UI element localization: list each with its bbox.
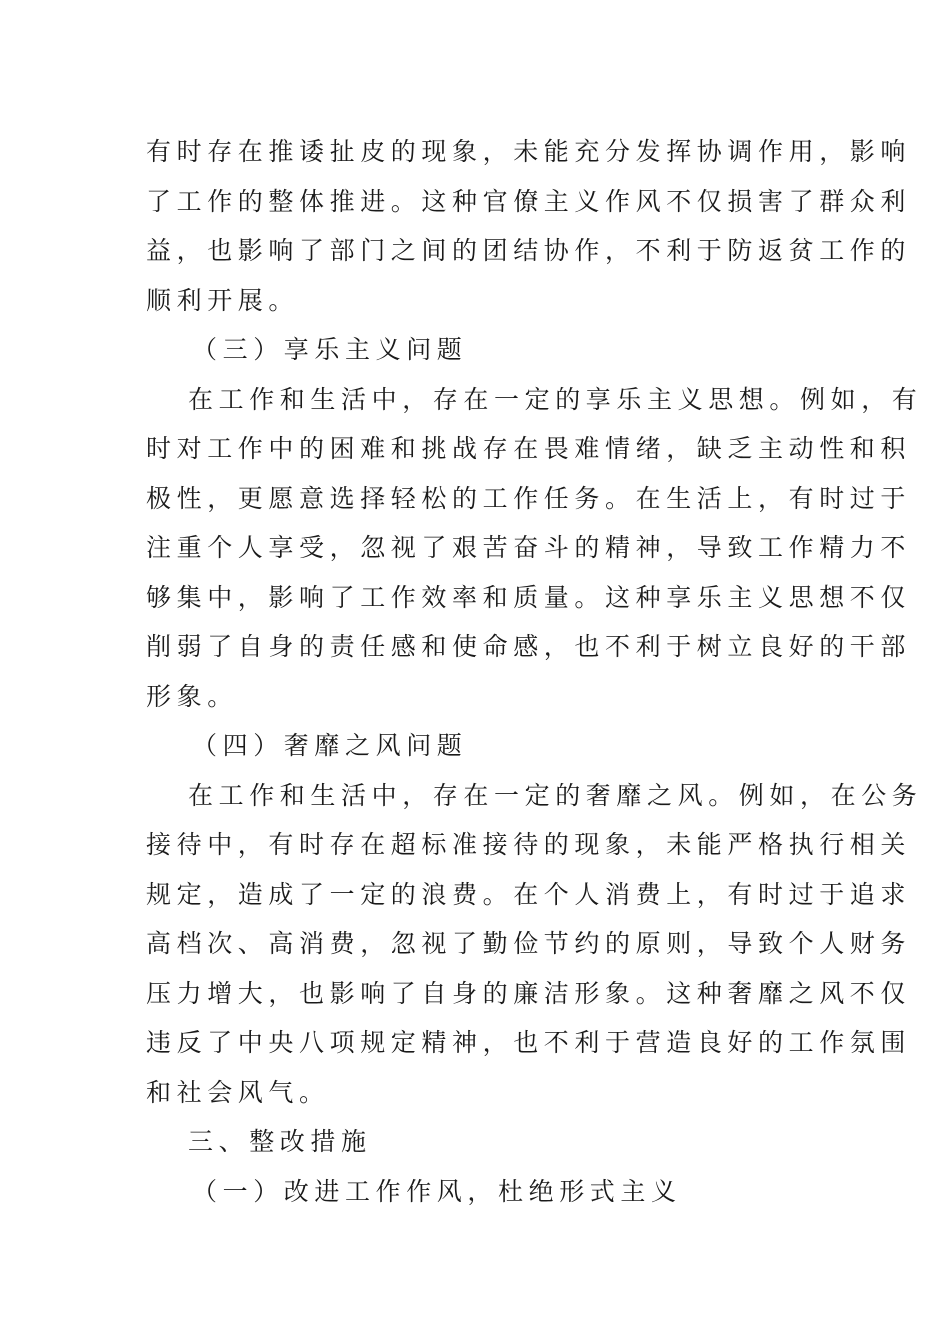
body-text-line: 削弱了自身的责任感和使命感，也不利于树立良好的干部 bbox=[146, 632, 912, 661]
body-text-line: 形象。 bbox=[146, 682, 238, 711]
body-text-line: 注重个人享受，忽视了艰苦奋斗的精神，导致工作精力不 bbox=[146, 533, 912, 562]
body-text-line: 时对工作中的困难和挑战存在畏难情绪，缺乏主动性和积 bbox=[146, 434, 912, 463]
body-text-line: 和社会风气。 bbox=[146, 1078, 330, 1107]
section-heading-4: （四）奢靡之风问题 bbox=[192, 731, 468, 760]
body-text-line: 够集中，影响了工作效率和质量。这种享乐主义思想不仅 bbox=[146, 583, 912, 612]
body-text-line: 接待中，有时存在超标准接待的现象，未能严格执行相关 bbox=[146, 830, 912, 859]
body-text-line: 顺利开展。 bbox=[146, 286, 300, 315]
paragraph-first-line: 在工作和生活中，存在一定的奢靡之风。例如，在公务 bbox=[188, 781, 923, 810]
body-text-line: 益，也影响了部门之间的团结协作，不利于防返贫工作的 bbox=[146, 236, 912, 265]
body-text-line: 压力增大，也影响了自身的廉洁形象。这种奢靡之风不仅 bbox=[146, 979, 912, 1008]
body-text-line: 有时存在推诿扯皮的现象，未能充分发挥协调作用，影响 bbox=[146, 137, 912, 166]
body-text-line: 了工作的整体推进。这种官僚主义作风不仅损害了群众利 bbox=[146, 187, 912, 216]
body-text-line: 违反了中央八项规定精神，也不利于营造良好的工作氛围 bbox=[146, 1028, 912, 1057]
chapter-heading: 三、整改措施 bbox=[188, 1127, 372, 1156]
paragraph-first-line: 在工作和生活中，存在一定的享乐主义思想。例如，有 bbox=[188, 385, 923, 414]
section-heading-1: （一）改进工作作风，杜绝形式主义 bbox=[192, 1177, 682, 1206]
body-text-line: 极性，更愿意选择轻松的工作任务。在生活上，有时过于 bbox=[146, 484, 912, 513]
body-text-line: 规定，造成了一定的浪费。在个人消费上，有时过于追求 bbox=[146, 880, 912, 909]
section-heading-3: （三）享乐主义问题 bbox=[192, 335, 468, 364]
body-text-line: 高档次、高消费，忽视了勤俭节约的原则，导致个人财务 bbox=[146, 929, 912, 958]
